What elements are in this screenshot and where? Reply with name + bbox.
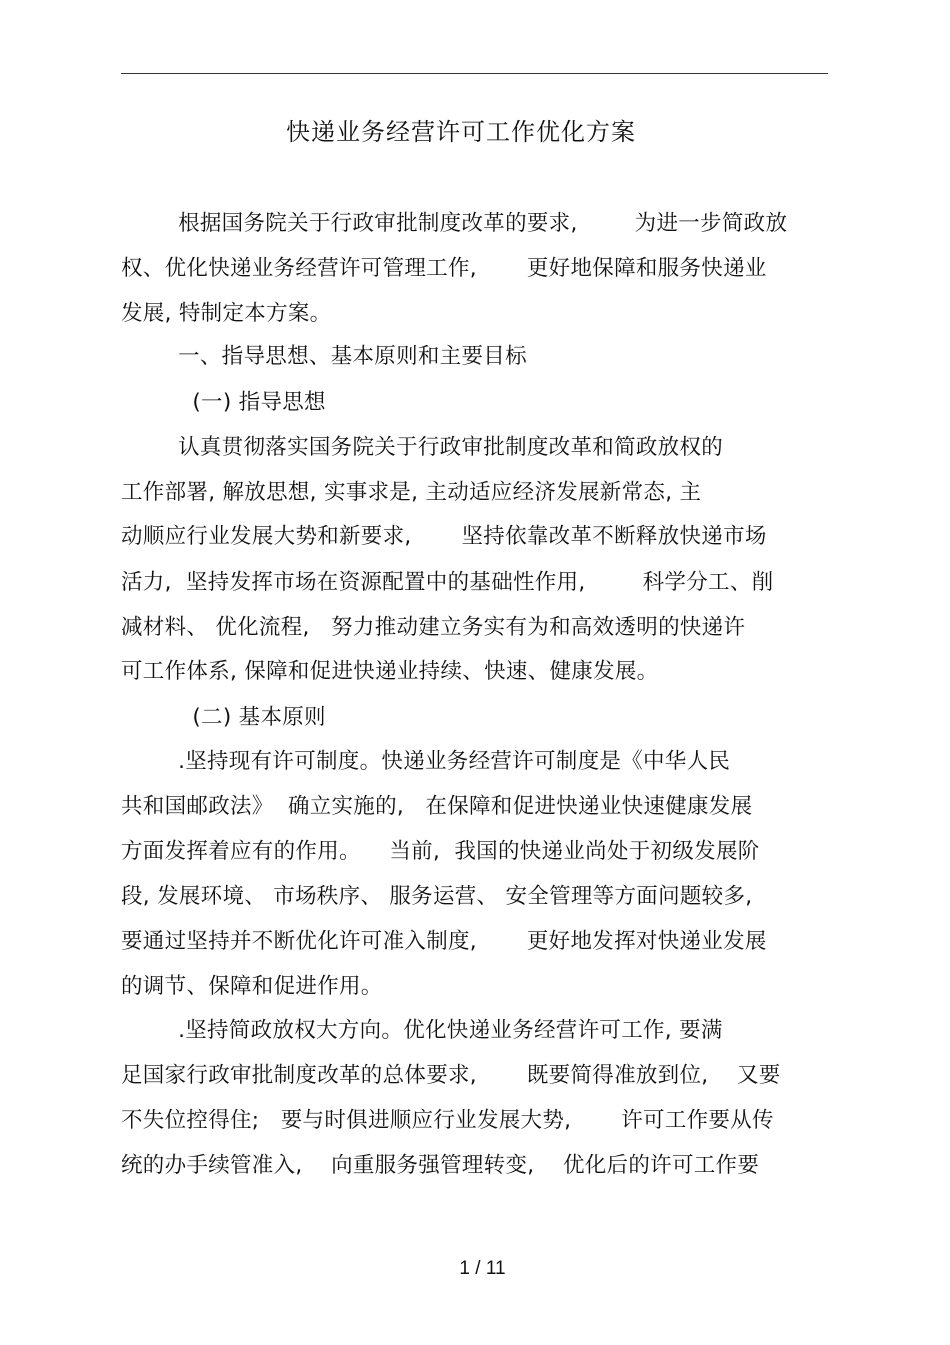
body-line: 足国家行政审批制度改革的总体要求, 既要简得准放到位, 又要 <box>121 1063 781 1088</box>
body-line: 段, 发展环境、 市场秩序、 服务运营、 安全管理等方面问题较多, <box>121 884 753 909</box>
body-line: 权、优化快递业务经营许可管理工作, 更好地保障和服务快递业 <box>121 256 767 281</box>
body-line: .坚持现有许可制度。快递业务经营许可制度是《中华人民 <box>121 749 731 774</box>
body-line: 认真贯彻落实国务院关于行政审批制度改革和简政放权的 <box>121 435 724 460</box>
body-line: 活力, 坚持发挥市场在资源配置中的基础性作用, 科学分工、削 <box>121 570 774 595</box>
body-line: 统的办手续管准入, 向重服务强管理转变, 优化后的许可工作要 <box>121 1153 760 1178</box>
subsection-heading: (二) 基本原则 <box>121 705 326 730</box>
body-line: 减材料、 优化流程, 努力推动建立务实有为和高效透明的快递许 <box>121 615 746 640</box>
header-rule <box>121 73 828 74</box>
body-line: .坚持简政放权大方向。优化快递业务经营许可工作, 要满 <box>121 1018 723 1043</box>
body-line: 可工作体系, 保障和促进快递业持续、快速、健康发展。 <box>121 659 659 684</box>
body-line: 工作部署, 解放思想, 实事求是, 主动适应经济发展新常态, 主 <box>121 480 702 505</box>
body-line: 要通过坚持并不断优化许可准入制度, 更好地发挥对快递业发展 <box>121 929 767 954</box>
section-heading: 一、指导思想、基本原则和主要目标 <box>121 344 527 369</box>
page-number: 1 / 11 <box>459 1258 506 1279</box>
body-line: 根据国务院关于行政审批制度改革的要求, 为进一步简政放 <box>121 211 788 236</box>
subsection-heading: (一) 指导思想 <box>121 390 326 415</box>
document-title: 快递业务经营许可工作优化方案 <box>286 118 636 146</box>
body-line: 发展, 特制定本方案。 <box>121 301 332 326</box>
body-line: 动顺应行业发展大势和新要求, 坚持依靠改革不断释放快递市场 <box>121 524 767 549</box>
body-line: 的调节、保障和促进作用。 <box>121 974 383 999</box>
body-line: 方面发挥着应有的作用。 当前, 我国的快递业尚处于初级发展阶 <box>121 839 760 864</box>
body-line: 共和国邮政法》 确立实施的, 在保障和促进快递业快速健康发展 <box>121 794 753 819</box>
body-line: 不失位控得住; 要与时俱进顺应行业发展大势, 许可工作要从传 <box>121 1108 774 1133</box>
